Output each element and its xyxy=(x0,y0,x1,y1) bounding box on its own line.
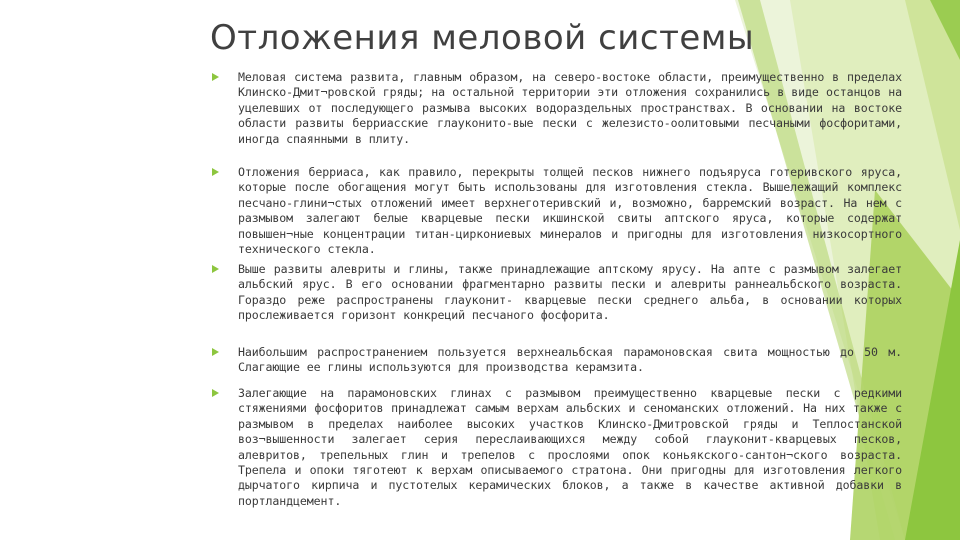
bullet-text: Наибольшим распространением пользуется верхнеальбская парамоновская свита мощностью до 50 м. Слагающие ее глины используются для производства керамзита. xyxy=(238,345,902,375)
bullet-text: Залегающие на парамоновских глинах с размывом преимущественно кварцевые пески с редкими стяжениями фосфоритов принадлежат самым верхам альбских и сеноманских отложений. На них также с размывом в пределах наиболее высоких участков Клинско-Дмитровской гряды и Теплостанской воз¬вышенности залегает серия переслаивающихся между собой глауконит-кварцевых песков, алевритов, трепельных глин и трепелов с прослоями опок коньякского-сантон¬ского возраста. Трепела и опоки тяготеют к верхам описываемого стратона. Они пригодны для изготовления легкого дырчатого кирпича и пустотелых керамических блоков, а также в качестве активной добавки в портландцемент. xyxy=(238,386,902,508)
bullet-item-2 xyxy=(212,165,902,257)
bullet-arrow-icon xyxy=(212,389,219,397)
bullet-arrow-icon xyxy=(212,73,219,81)
slide-title: Отложения меловой системы xyxy=(210,18,755,58)
bullet-arrow-icon xyxy=(212,348,219,356)
bullet-item-1 xyxy=(212,70,902,147)
bullet-text: Меловая система развита, главным образом, на северо-востоке области, преимущественно в пределах Клинско-Дмит¬ровской гряды; на остальной территории эти отложения сохранились в виде останцов на уцелевших от последующего размыва высоких водораздельных пространствах. В основании на востоке области развиты берриасские глауконито-вые пески с железисто-оолитовыми песчаными фосфоритами, иногда спаянными в плиту. xyxy=(238,70,902,146)
bullet-arrow-icon xyxy=(212,168,219,176)
bullet-arrow-icon xyxy=(212,265,219,273)
bullet-text: Отложения берриаса, как правило, перекрыты толщей песков нижнего подъяруса готеривского яруса, которые после обогащения могут быть использованы для изготовления стекла. Вышележащий комплекс песчано-глини¬стых отложений имеет верхнеготеривский и, возможно, барремский возраст. На нем с размывом залегают белые кварцевые пески икшинской свиты аптского яруса, которые содержат повышен¬ные концентрации титан-циркониевых минералов и пригодны для изготовления низкосортного технического стекла. xyxy=(238,165,902,257)
bullet-text: Выше развиты алевриты и глины, также принадлежащие аптскому ярусу. На апте с размывом залегает альбский ярус. В его основании фрагментарно развиты пески и алевриты раннеальбского возраста. Гораздо реже распространены глауконит- кварцевые пески среднего альба, в основании которых прослеживается горизонт конкреций песчаного фосфорита. xyxy=(238,262,902,323)
bullet-item-3 xyxy=(212,262,902,324)
bullet-item-4 xyxy=(212,345,902,376)
bullet-item-5 xyxy=(212,386,902,509)
